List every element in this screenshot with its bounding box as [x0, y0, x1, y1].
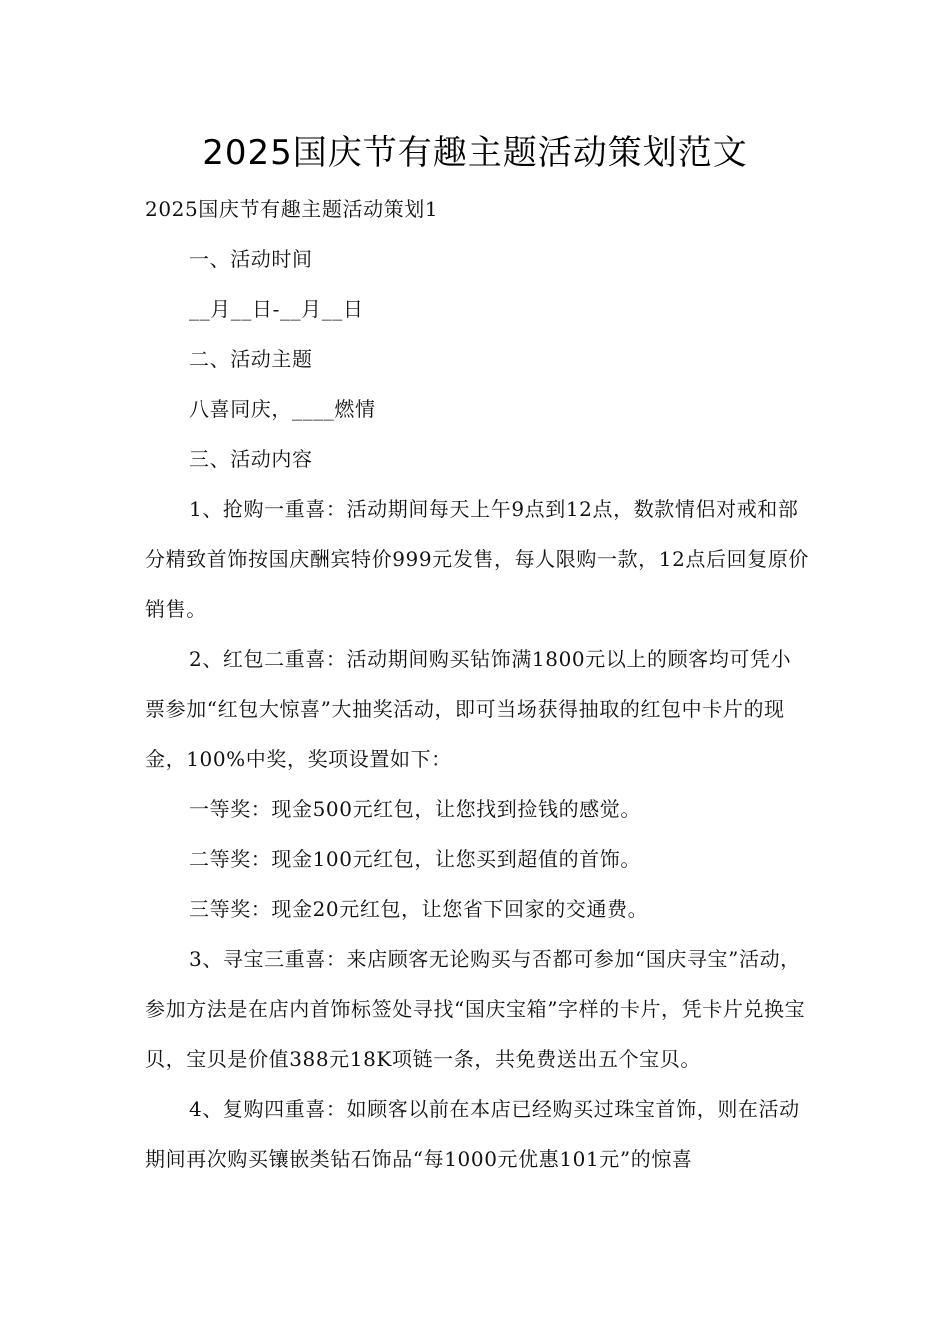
document-body [145, 184, 810, 1184]
section-heading-time: 一、活动时间 [189, 247, 313, 271]
content-item-2: 2、红包二重喜：活动期间购买钻饰满1800元以上的顾客均可凭小票参加“红包大惊喜”大抽奖活动，即可当场获得抽取的红包中卡片的现金，100%中奖，奖项设置如下： [145, 647, 792, 771]
document-title: 2025国庆节有趣主题活动策划范文 [202, 133, 748, 173]
subtitle-paragraph: 2025国庆节有趣主题活动策划1 [145, 197, 439, 221]
date-range-paragraph: __月__日-__月__日 [189, 297, 364, 321]
content-item-3: 3、寻宝三重喜：来店顾客无论购买与否都可参加“国庆寻宝”活动，参加方法是在店内首饰标签处寻找“国庆宝箱”字样的卡片，凭卡片兑换宝贝，宝贝是价值388元18K项链一条，共免费送出五个宝贝。 [145, 947, 806, 1071]
section-heading-theme: 二、活动主题 [189, 347, 313, 371]
section-heading-content: 三、活动内容 [189, 447, 313, 471]
content-item-4: 4、复购四重喜：如顾客以前在本店已经购买过珠宝首饰，则在活动期间再次购买镶嵌类钻石饰品“每1000元优惠101元”的惊喜 [145, 1097, 800, 1171]
content-item-1: 1、抢购一重喜：活动期间每天上午9点到12点，数款情侣对戒和部分精致首饰按国庆酬宾特价999元发售，每人限购一款，12点后回复原价销售。 [145, 497, 810, 621]
prize-third: 三等奖：现金20元红包，让您省下回家的交通费。 [189, 897, 649, 921]
prize-first: 一等奖：现金500元红包，让您找到捡钱的感觉。 [189, 797, 641, 821]
prize-second: 二等奖：现金100元红包，让您买到超值的首饰。 [189, 847, 641, 871]
theme-paragraph: 八喜同庆，____燃情 [189, 397, 376, 421]
